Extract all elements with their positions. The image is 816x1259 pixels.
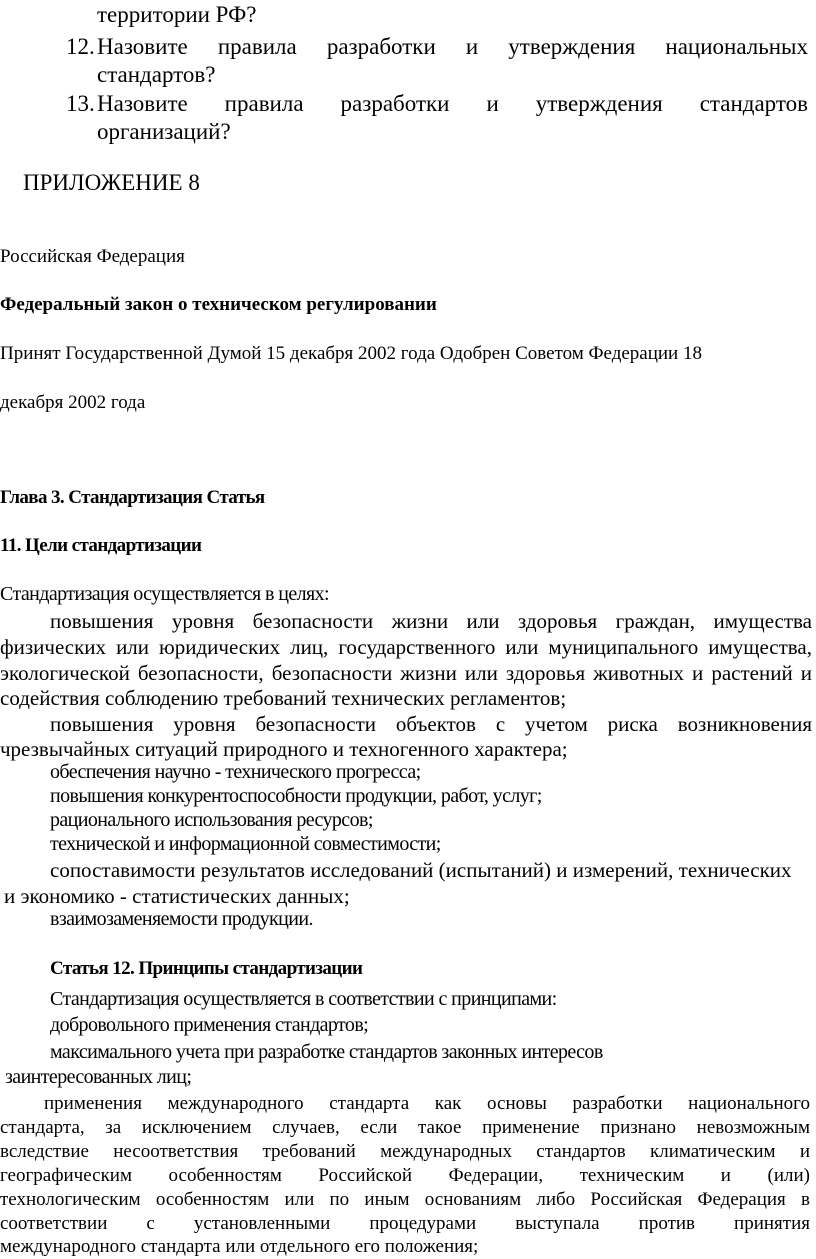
principle-2-line-2: заинтересованных лиц;	[5, 1066, 192, 1088]
goal-2-line-1: повышения уровня безопасности объектов с учетом риска возникновения	[50, 712, 812, 736]
goal-2-line-2: чрезвычайных ситуаций природного и техногенного характера;	[0, 737, 568, 761]
principle-2-line-1: максимального учета при разработке стандартов законных интересов	[50, 1041, 603, 1063]
law-adopted-line-1: Принят Государственной Думой 15 декабря 2002 года Одобрен Советом Федерации 18	[0, 343, 702, 364]
principle-3-line-3: вследствие несоответствия требований международных стандартов климатическим и	[0, 1141, 810, 1162]
goal-6: технической и информационной совместимости;	[50, 833, 441, 855]
goal-1-line-1: повышения уровня безопасности жизни или здоровья граждан, имущества	[50, 609, 812, 633]
question-12-line-2: стандартов?	[97, 62, 216, 87]
goal-1-line-3: экологической безопасности, безопасности жизни или здоровья животных и растений и	[0, 661, 812, 685]
question-11-tail: территории РФ?	[97, 2, 257, 27]
article-12-heading: Статья 12. Принципы стандартизации	[50, 958, 363, 979]
goal-8: взаимозаменяемости продукции.	[50, 908, 313, 930]
question-13-line-2: организаций?	[97, 119, 231, 144]
principles-intro: Стандартизация осуществляется в соответствии с принципами:	[50, 988, 557, 1010]
principle-3-line-7: международного стандарта или отдельного его положения;	[0, 1236, 479, 1257]
goal-3: обеспечения научно - технического прогресса;	[50, 761, 421, 783]
question-12-number: 12.	[66, 34, 95, 59]
goal-1-line-2: физических или юридических лиц, государственного или муниципального имущества,	[0, 635, 812, 659]
principle-3-line-4: географическим особенностям Российской Федерации, техническим и (или)	[0, 1165, 810, 1186]
goal-7-line-1: сопоставимости результатов исследований (испытаний) и измерений, технических	[50, 858, 792, 882]
chapter-heading-line-1: Глава 3. Стандартизация Статья	[0, 487, 265, 508]
goal-5: рационального использования ресурсов;	[50, 809, 373, 831]
question-12-line-1: Назовите правила разработки и утверждения национальных	[97, 34, 808, 59]
principle-3-line-1: применения международного стандарта как основы разработки национального	[44, 1093, 810, 1114]
goals-intro: Стандартизация осуществляется в целях:	[0, 583, 330, 605]
principle-3-line-5: технологическим особенностям или по иным основаниям либо Российская Федерация в	[0, 1189, 810, 1210]
law-country: Российская Федерация	[0, 246, 185, 267]
chapter-heading-line-2: 11. Цели стандартизации	[0, 535, 202, 556]
goal-4: повышения конкурентоспособности продукции, работ, услуг;	[50, 785, 542, 807]
law-adopted-line-2: декабря 2002 года	[0, 392, 146, 413]
principle-3-line-6: соответствии с установленными процедурами выступала против принятия	[0, 1213, 810, 1234]
law-title: Федеральный закон о техническом регулировании	[0, 294, 437, 315]
principle-1: добровольного применения стандартов;	[50, 1014, 369, 1036]
principle-3-line-2: стандарта, за исключением случаев, если такое применение признано невозможным	[0, 1117, 810, 1138]
appendix-title: ПРИЛОЖЕНИЕ 8	[23, 170, 200, 195]
goal-7-line-2: и экономико - статистических данных;	[4, 884, 350, 908]
goal-1-line-4: содействия соблюдению требований технических регламентов;	[0, 686, 567, 710]
question-13-line-1: Назовите правила разработки и утверждения стандартов	[97, 91, 808, 116]
question-13-number: 13.	[66, 91, 95, 116]
